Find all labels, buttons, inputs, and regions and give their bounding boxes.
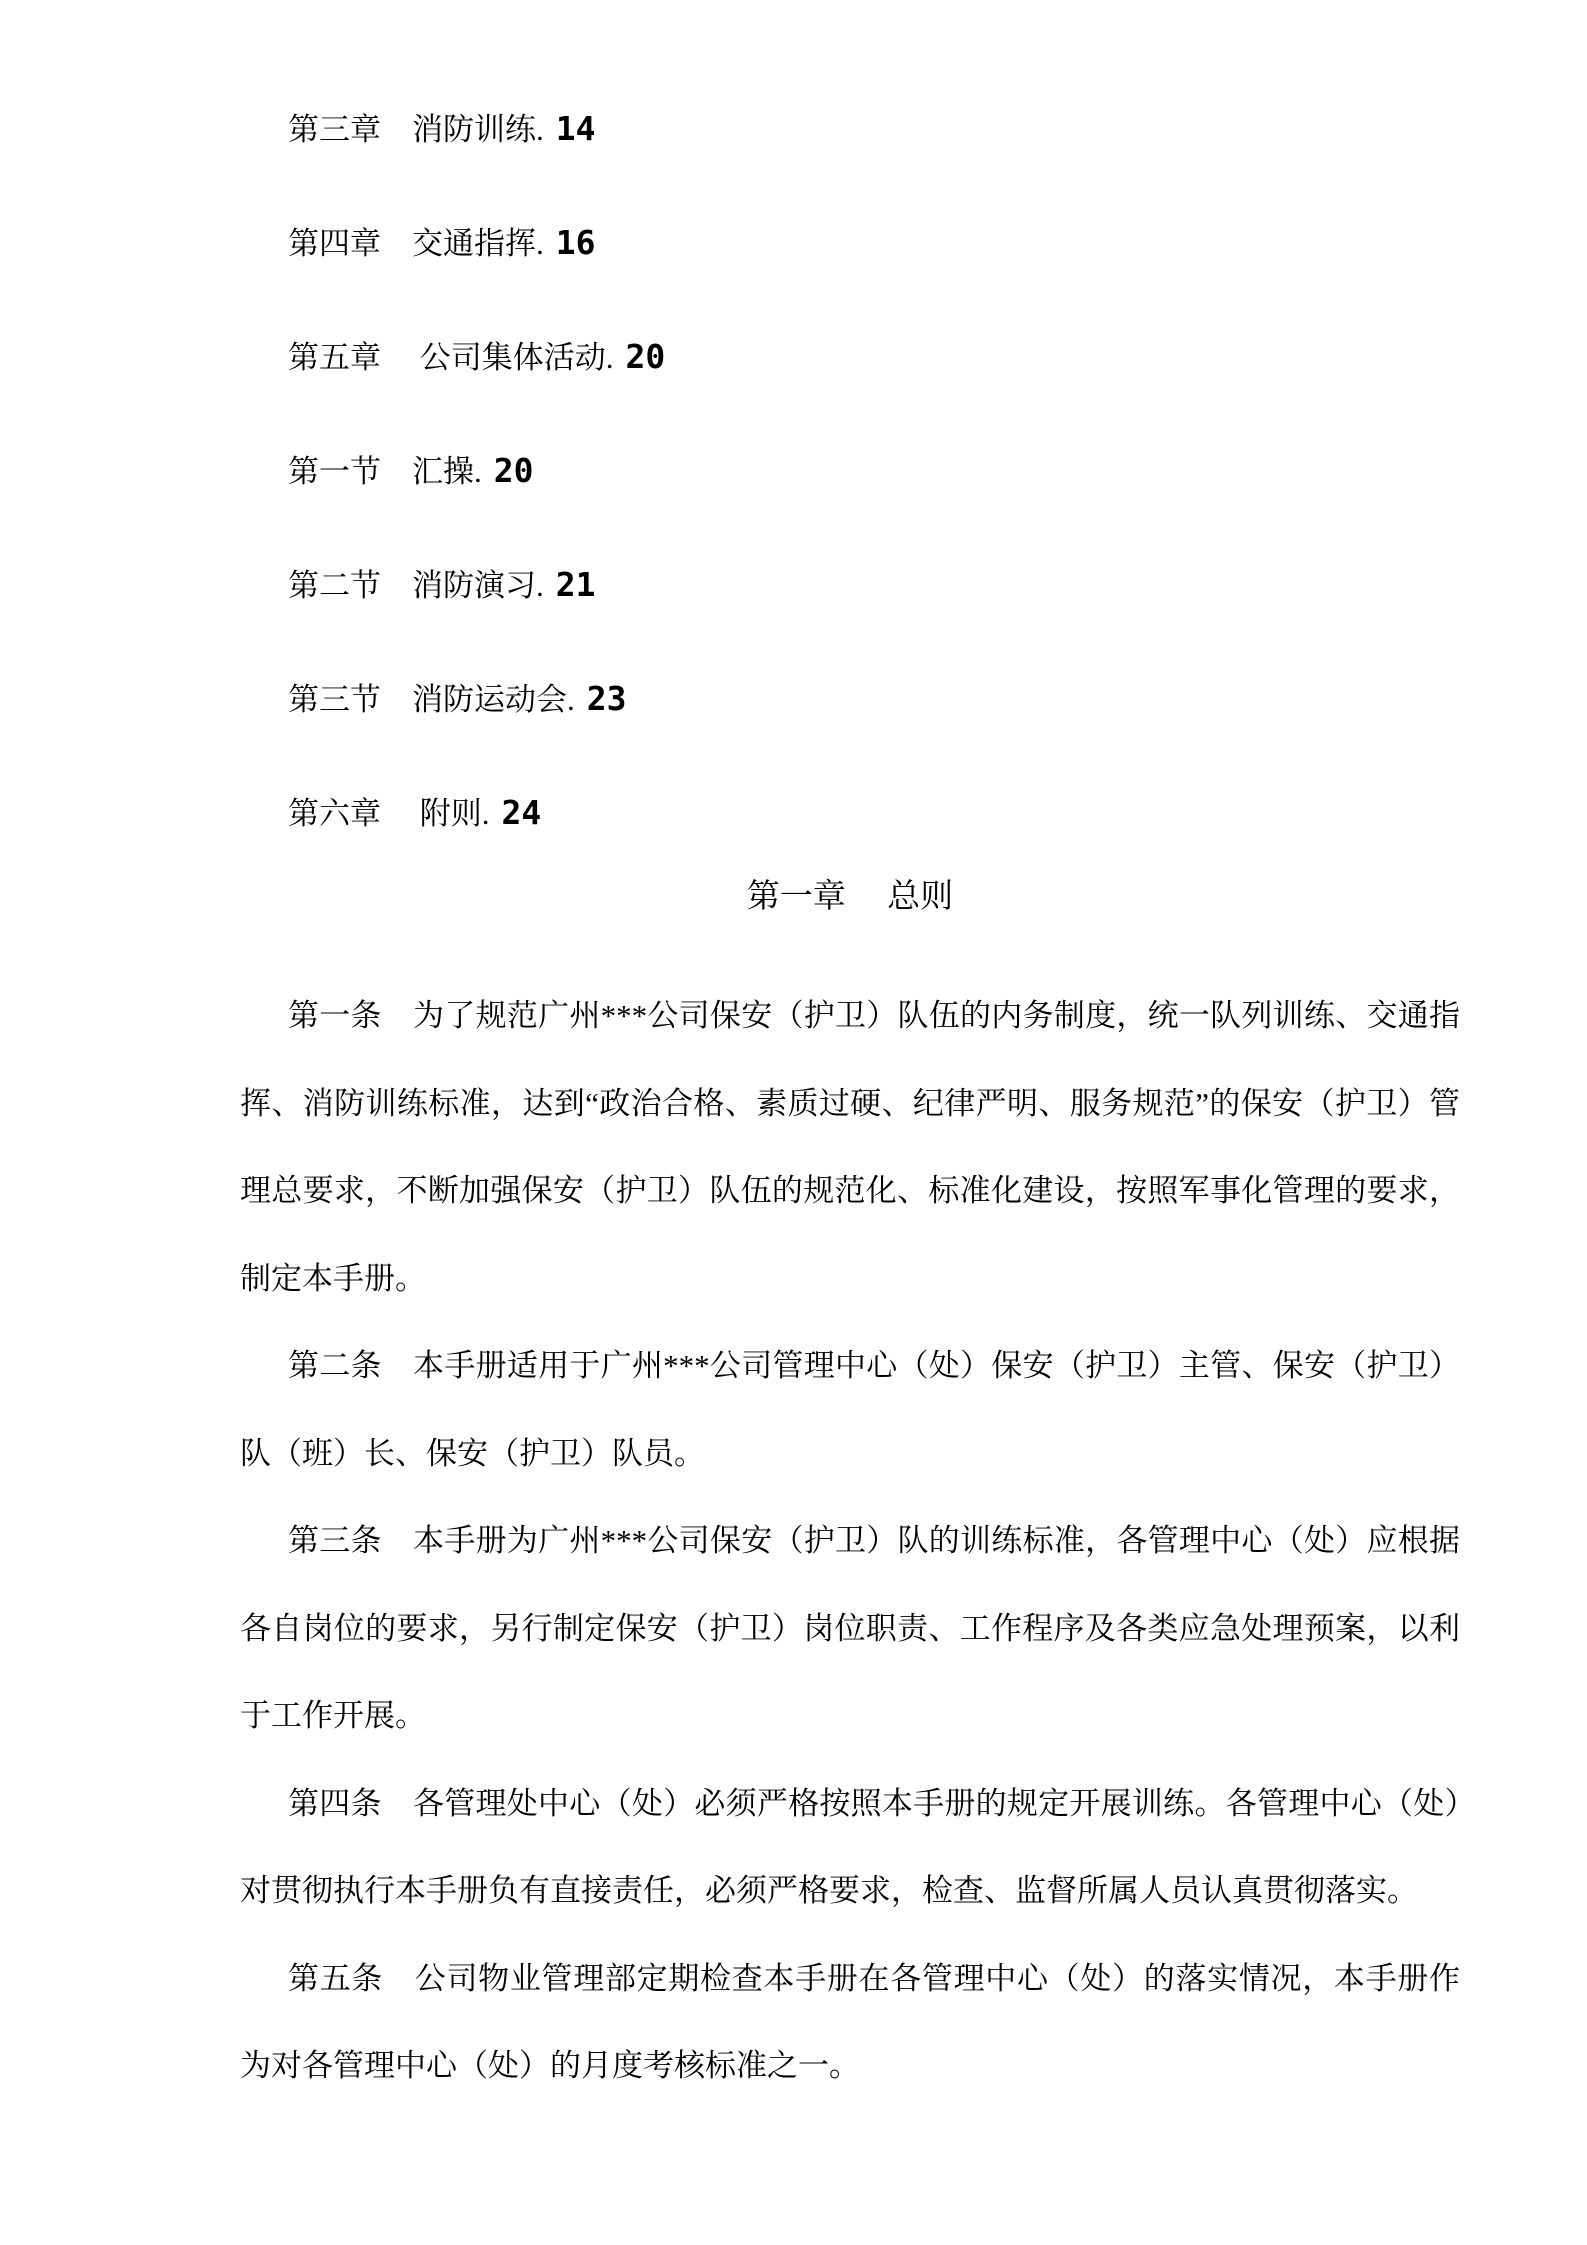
toc-entry[interactable] [288,186,1460,300]
toc-entry-label: 第五章 公司集体活动. [288,340,614,375]
toc-entry-label: 第六章 附则. [288,796,490,831]
chapter-heading: 第一章 总则 [746,879,954,915]
table-of-contents [240,72,1460,870]
toc-page-number: 20 [493,451,534,490]
toc-page-number: 23 [586,679,627,718]
toc-entry[interactable] [288,414,1460,528]
toc-page-number: 14 [555,109,596,148]
toc-entry[interactable] [288,300,1460,414]
article-paragraph: 第二条 本手册适用于广州***公司管理中心（处）保安（护卫）主管、保安（护卫）队（班）长、保安（护卫）队员。 [240,1348,1460,1471]
toc-entry-label: 第一节 汇操. [288,454,482,489]
toc-entry[interactable] [288,528,1460,642]
toc-entry[interactable] [288,642,1460,756]
toc-entry[interactable] [288,756,1460,870]
toc-entry-label: 第二节 消防演习. [288,568,544,603]
article-paragraph: 第四条 各管理处中心（处）必须严格按照本手册的规定开展训练。各管理中心（处）对贯彻执行本手册负有直接责任，必须严格要求，检查、监督所属人员认真贯彻落实。 [240,1785,1460,1908]
article-paragraph: 第三条 本手册为广州***公司保安（护卫）队的训练标准，各管理中心（处）应根据各自岗位的要求，另行制定保安（护卫）岗位职责、工作程序及各类应急处理预案，以利于工作开展。 [240,1523,1460,1733]
chapter-body [240,972,1460,2110]
article-paragraph: 第一条 为了规范广州***公司保安（护卫）队伍的内务制度，统一队列训练、交通指挥、消防训练标准，达到“政治合格、素质过硬、纪律严明、服务规范”的保安（护卫）管理总要求，不断加强保安（护卫）队伍的规范化、标准化建设，按照军事化管理的要求，制定本手册。 [240,998,1460,1296]
toc-page-number: 21 [555,565,596,604]
toc-entry-label: 第三节 消防运动会. [288,682,575,717]
toc-page-number: 20 [625,337,666,376]
toc-entry-label: 第三章 消防训练. [288,112,544,147]
toc-entry-label: 第四章 交通指挥. [288,226,544,261]
toc-page-number: 16 [555,223,596,262]
toc-page-number: 24 [501,793,542,832]
toc-entry[interactable] [288,72,1460,186]
article-paragraph: 第五条 公司物业管理部定期检查本手册在各管理中心（处）的落实情况，本手册作为对各管理中心（处）的月度考核标准之一。 [240,1960,1460,2083]
